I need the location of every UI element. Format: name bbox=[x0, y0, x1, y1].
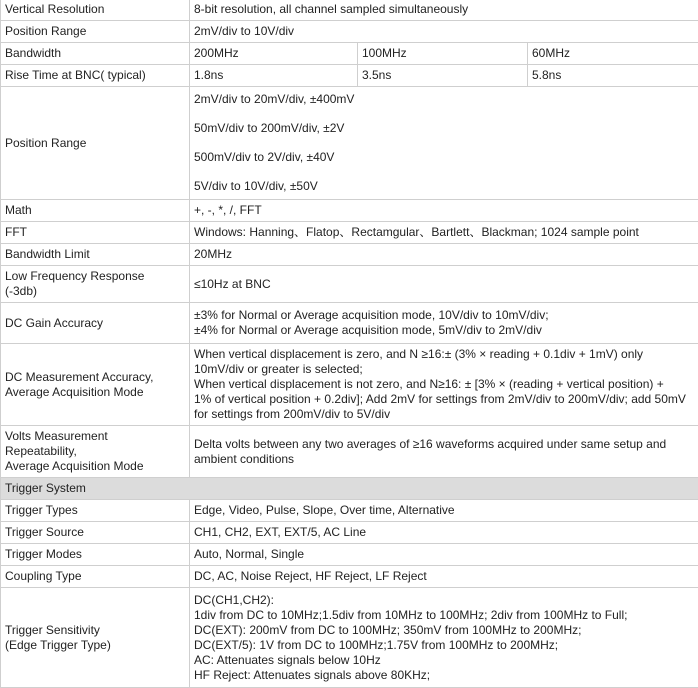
row-low-frequency-response bbox=[1, 266, 698, 303]
row-bandwidth bbox=[1, 43, 698, 65]
row-position-range-detail bbox=[1, 87, 698, 200]
label-line: (Edge Trigger Type) bbox=[5, 638, 185, 653]
spec-value-60: 5.8ns bbox=[528, 65, 698, 87]
spec-value-60: 60MHz bbox=[528, 43, 698, 65]
spec-label: Position Range bbox=[1, 87, 190, 200]
label-line: Volts Measurement bbox=[5, 429, 185, 444]
position-line: 2mV/div to 20mV/div, ±400mV bbox=[194, 92, 694, 107]
value-line: DC(CH1,CH2): bbox=[194, 593, 694, 608]
value-line: Delta volts between any two averages of ≥16 waveforms acquired under same setup and bbox=[194, 437, 694, 452]
value-line: HF Reject: Attenuates signals above 80KHz; bbox=[194, 668, 694, 683]
row-trigger-sensitivity bbox=[1, 588, 698, 688]
row-volts-measurement-repeatability bbox=[1, 426, 698, 478]
spec-value: Auto, Normal, Single bbox=[190, 544, 698, 566]
label-line: DC Measurement Accuracy, bbox=[5, 370, 185, 385]
value-line: AC: Attenuates signals below 10Hz bbox=[194, 653, 694, 668]
spec-value: 8-bit resolution, all channel sampled simultaneously bbox=[190, 0, 698, 21]
spec-label: DC Gain Accuracy bbox=[1, 303, 190, 344]
value-line: ±4% for Normal or Average acquisition mode, 5mV/div to 2mV/div bbox=[194, 323, 694, 338]
spec-label: Rise Time at BNC( typical) bbox=[1, 65, 190, 87]
row-math bbox=[1, 200, 698, 222]
spec-value-100: 100MHz bbox=[358, 43, 528, 65]
value-line: DC(EXT): 200mV from DC to 100MHz; 350mV from 100MHz to 200MHz; bbox=[194, 623, 694, 638]
row-coupling-type bbox=[1, 566, 698, 588]
position-line: 500mV/div to 2V/div, ±40V bbox=[194, 150, 694, 165]
spec-value: Edge, Video, Pulse, Slope, Over time, Alternative bbox=[190, 500, 698, 522]
row-fft bbox=[1, 222, 698, 244]
value-line: When vertical displacement is not zero, and N≥16: ± [3% × (reading + vertical position) + bbox=[194, 377, 694, 392]
row-rise-time bbox=[1, 65, 698, 87]
spec-label bbox=[1, 266, 190, 303]
label-line: Average Acquisition Mode bbox=[5, 385, 185, 400]
spec-label bbox=[1, 344, 190, 426]
spec-label bbox=[1, 588, 190, 688]
spec-value: DC, AC, Noise Reject, HF Reject, LF Reject bbox=[190, 566, 698, 588]
spec-label: Vertical Resolution bbox=[1, 0, 190, 21]
section-title: Trigger System bbox=[1, 478, 698, 500]
spec-label: FFT bbox=[1, 222, 190, 244]
value-line: When vertical displacement is zero, and N ≥16:± (3% × reading + 0.1div + 1mV) only bbox=[194, 347, 694, 362]
label-line: Repeatability, bbox=[5, 444, 185, 459]
position-line: 5V/div to 10V/div, ±50V bbox=[194, 179, 694, 194]
label-line: Average Acquisition Mode bbox=[5, 459, 185, 474]
label-line: Trigger Sensitivity bbox=[5, 623, 185, 638]
spec-value bbox=[190, 87, 698, 200]
spec-value-200: 200MHz bbox=[190, 43, 358, 65]
spec-value-200: 1.8ns bbox=[190, 65, 358, 87]
spec-value: 2mV/div to 10V/div bbox=[190, 21, 698, 43]
value-line: ambient conditions bbox=[194, 452, 694, 467]
spec-value: ≤10Hz at BNC bbox=[190, 266, 698, 303]
value-line: for settings from 200mV/div to 5V/div bbox=[194, 407, 694, 422]
value-line: 1div from DC to 10MHz;1.5div from 10MHz to 100MHz; 2div from 100MHz to Full; bbox=[194, 608, 694, 623]
spec-value bbox=[190, 344, 698, 426]
label-line: (-3db) bbox=[5, 284, 185, 299]
section-header-trigger-system bbox=[1, 478, 698, 500]
spec-value bbox=[190, 426, 698, 478]
label-line: Low Frequency Response bbox=[5, 269, 185, 284]
row-bandwidth-limit bbox=[1, 244, 698, 266]
row-trigger-types bbox=[1, 500, 698, 522]
spec-label: Trigger Types bbox=[1, 500, 190, 522]
spec-value: +, -, *, /, FFT bbox=[190, 200, 698, 222]
spec-value: 20MHz bbox=[190, 244, 698, 266]
value-line: ±3% for Normal or Average acquisition mode, 10V/div to 10mV/div; bbox=[194, 308, 694, 323]
position-line: 50mV/div to 200mV/div, ±2V bbox=[194, 121, 694, 136]
value-line: 10mV/div or greater is selected; bbox=[194, 362, 694, 377]
spec-label: Bandwidth Limit bbox=[1, 244, 190, 266]
spec-value bbox=[190, 303, 698, 344]
spec-value: CH1, CH2, EXT, EXT/5, AC Line bbox=[190, 522, 698, 544]
value-line: DC(EXT/5): 1V from DC to 100MHz;1.75V from 100MHz to 200MHz; bbox=[194, 638, 694, 653]
spec-value bbox=[190, 588, 698, 688]
spec-label: Math bbox=[1, 200, 190, 222]
spec-value: Windows: Hanning、Flatop、Rectamgular、Bartlett、Blackman; 1024 sample point bbox=[190, 222, 698, 244]
spec-label: Trigger Source bbox=[1, 522, 190, 544]
row-trigger-modes bbox=[1, 544, 698, 566]
spec-label bbox=[1, 426, 190, 478]
row-trigger-source bbox=[1, 522, 698, 544]
value-line: 1% of vertical position + 0.2div]; Add 2mV for settings from 2mV/div to 200mV/div; add 50mV bbox=[194, 392, 694, 407]
row-vertical-resolution bbox=[1, 0, 698, 21]
spec-label: Bandwidth bbox=[1, 43, 190, 65]
spec-label: Trigger Modes bbox=[1, 544, 190, 566]
spec-value-100: 3.5ns bbox=[358, 65, 528, 87]
row-dc-gain-accuracy bbox=[1, 303, 698, 344]
spec-label: Position Range bbox=[1, 21, 190, 43]
row-dc-measurement-accuracy bbox=[1, 344, 698, 426]
spec-label: Coupling Type bbox=[1, 566, 190, 588]
row-position-range bbox=[1, 21, 698, 43]
